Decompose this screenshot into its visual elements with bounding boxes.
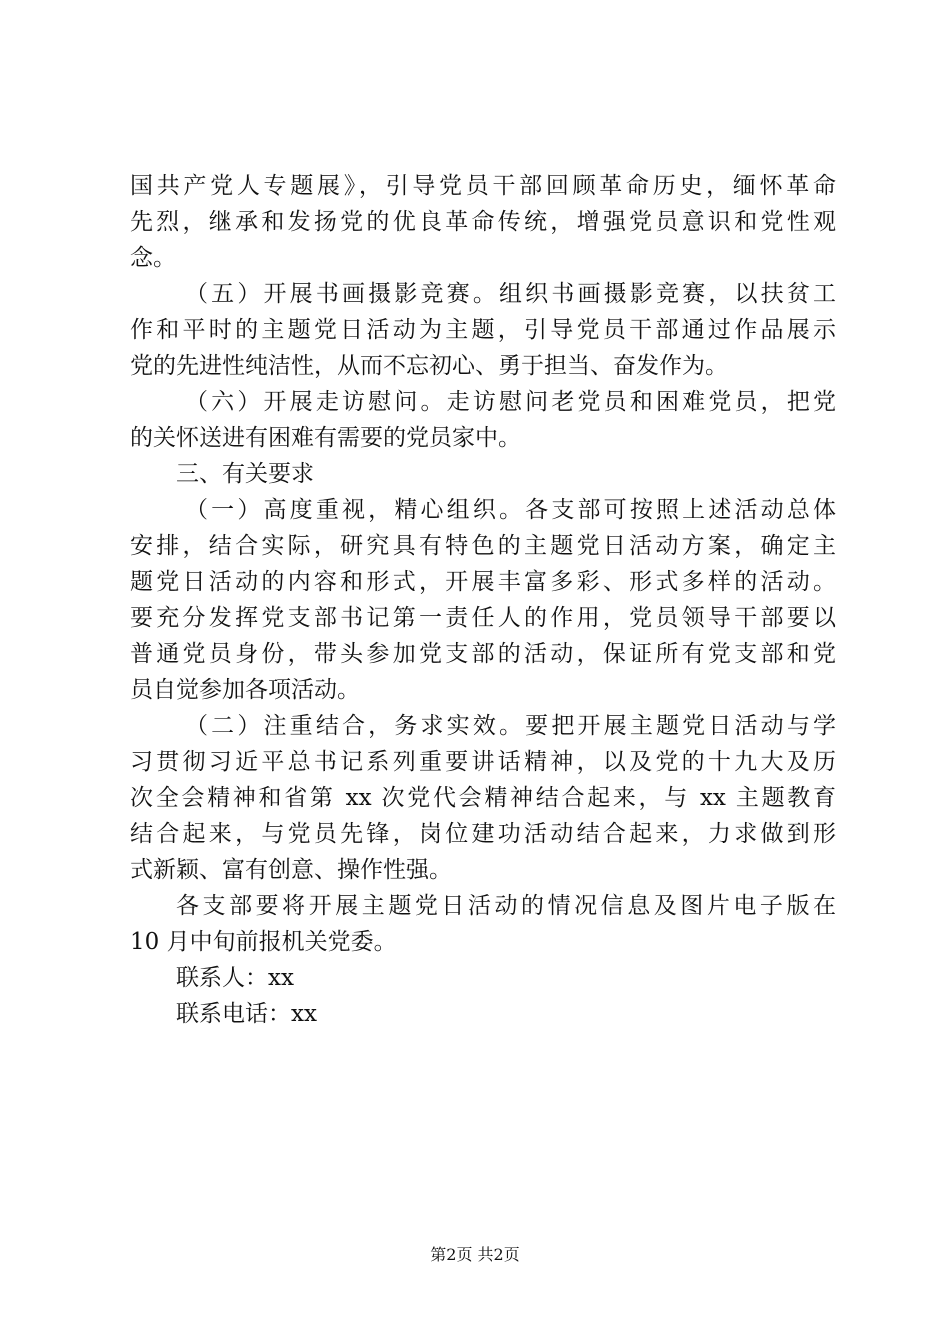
- text-line: 题党日活动的内容和形式，开展丰富多彩、形式多样的活动。: [130, 569, 836, 595]
- text-line: 普通党员身份，带头参加党支部的活动，保证所有党支部和党: [130, 641, 836, 667]
- text-line: 先烈，继承和发扬党的优良革命传统，增强党员意识和党性观: [130, 209, 836, 235]
- document-body: [130, 168, 836, 1032]
- text-line: 要充分发挥党支部书记第一责任人的作用，党员领导干部要以: [130, 605, 836, 631]
- text-line: 国共产党人专题展》，引导党员干部回顾革命历史，缅怀革命: [130, 173, 836, 199]
- text-line: 党的先进性纯洁性，从而不忘初心、勇于担当、奋发作为。: [130, 353, 728, 379]
- text-line: 作和平时的主题党日活动为主题，引导党员干部通过作品展示: [130, 317, 836, 343]
- contact-phone: 联系电话：xx: [176, 1001, 317, 1027]
- requirement-2-heading: （二）注重结合，务求实效。要把开展主题党日活动与学: [185, 713, 836, 739]
- contact-person: 联系人：xx: [176, 965, 294, 991]
- text-line: 习贯彻习近平总书记系列重要讲话精神，以及党的十九大及历: [130, 749, 836, 775]
- page-number: 第2页 共2页: [430, 1245, 520, 1264]
- text-line: 念。: [130, 245, 176, 271]
- submission-note: 各支部要将开展主题党日活动的情况信息及图片电子版在: [176, 893, 836, 919]
- text-line: 的关怀送进有困难有需要的党员家中。: [130, 425, 521, 451]
- text-line: 10 月中旬前报机关党委。: [130, 929, 397, 955]
- text-line: 员自觉参加各项活动。: [130, 677, 360, 703]
- text-line: 结合起来，与党员先锋，岗位建功活动结合起来，力求做到形: [130, 821, 836, 847]
- requirement-1-heading: （一）高度重视，精心组织。各支部可按照上述活动总体: [185, 497, 836, 523]
- text-line: 安排，结合实际，研究具有特色的主题党日活动方案，确定主: [130, 533, 836, 559]
- paragraph-5-heading: （五）开展书画摄影竞赛。组织书画摄影竞赛，以扶贫工: [185, 281, 836, 307]
- text-line: 式新颖、富有创意、操作性强。: [130, 857, 452, 883]
- text-line: 次全会精神和省第 xx 次党代会精神结合起来，与 xx 主题教育: [130, 785, 836, 811]
- paragraph-6-heading: （六）开展走访慰问。走访慰问老党员和困难党员，把党: [185, 389, 836, 415]
- section-heading-requirements: 三、有关要求: [176, 461, 314, 487]
